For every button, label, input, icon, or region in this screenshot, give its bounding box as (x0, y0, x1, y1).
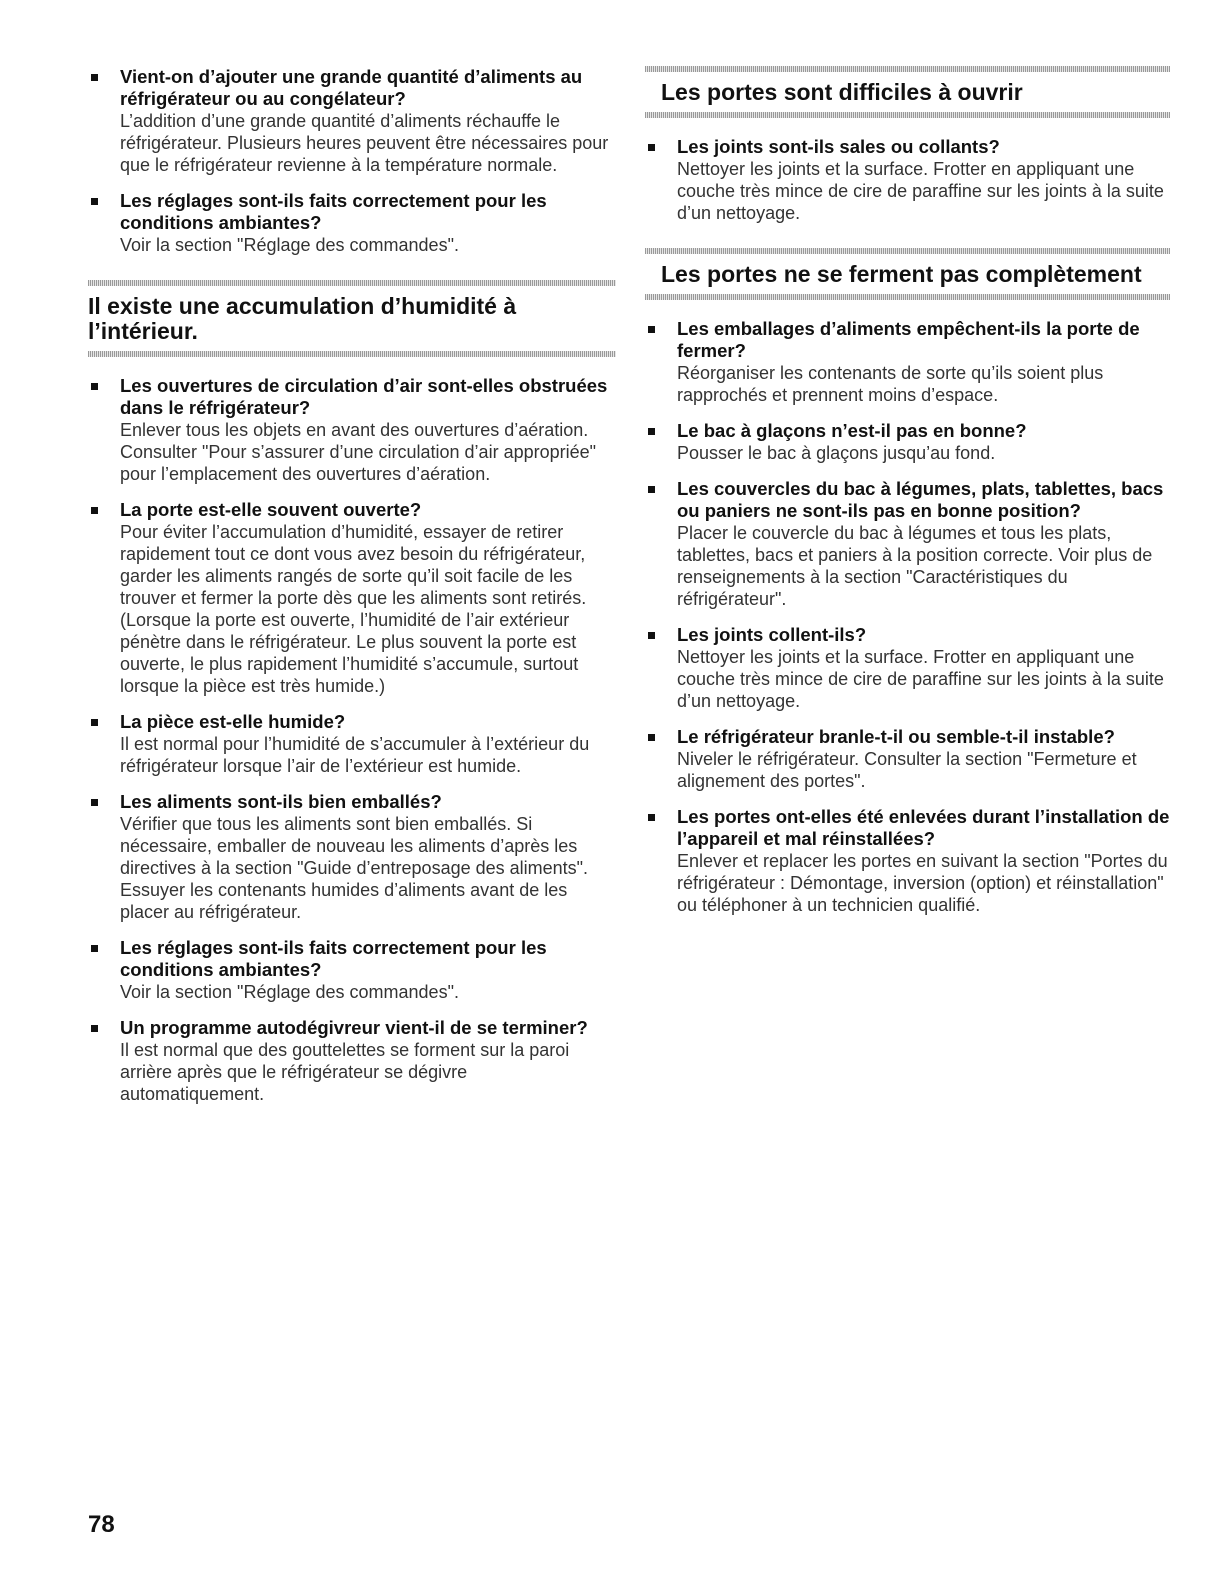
section-humidity-header (88, 280, 616, 357)
item-question: Un programme autodégivreur vient-il de se terminer? (120, 1017, 588, 1038)
bullet-icon (91, 719, 98, 726)
item-question: Le bac à glaçons n’est-il pas en bonne? (677, 420, 1027, 441)
item-answer: Enlever tous les objets en avant des ouvertures d’aération. Consulter "Pour s’assurer d’une circulation d’air appropriée" pour l’emplacement des ouvertures d’aération. (120, 420, 597, 484)
bullet-icon (648, 486, 655, 493)
item-question: Les réglages sont-ils faits correctement pour les conditions ambiantes? (120, 190, 547, 233)
section-title: Il existe une accumulation d’humidité à l’intérieur. (88, 293, 517, 344)
item-question: Les aliments sont-ils bien emballés? (120, 791, 442, 812)
list-item (645, 420, 1170, 464)
item-question: Les joints collent-ils? (677, 624, 867, 645)
list-item (88, 66, 616, 176)
right-column (645, 66, 1170, 930)
bullet-icon (91, 1025, 98, 1032)
item-answer: Nettoyer les joints et la surface. Frotter en appliquant une couche très mince de cire de paraffine sur les joints à la suite d’un nettoyage. (677, 159, 1164, 223)
item-answer: Pour éviter l’accumulation d’humidité, essayer de retirer rapidement tout ce dont vous avez besoin du réfrigérateur, garder les aliments rangés de sorte qu’il soit facile de les trouver et fermer la porte dès que les aliments sont retirés. (Lorsque la porte est ouverte, l’humidité de l’air extérieur pénètre dans le réfrigérateur. Le plus souvent la porte est ouverte, le plus rapidement l’humidité s’accumule, surtout lorsque la pièce est très humide.) (120, 522, 587, 696)
bullet-icon (648, 734, 655, 741)
item-question: Les réglages sont-ils faits correctement pour les conditions ambiantes? (120, 937, 547, 980)
item-question: Les joints sont-ils sales ou collants? (677, 136, 1000, 157)
bullet-icon (91, 74, 98, 81)
list-item (88, 375, 616, 485)
bullet-icon (91, 198, 98, 205)
bullet-icon (91, 507, 98, 514)
section-title: Les portes sont difficiles à ouvrir (661, 79, 1023, 105)
list-item (88, 190, 616, 256)
item-question: Vient-on d’ajouter une grande quantité d’aliments au réfrigérateur ou au congélateur? (120, 66, 583, 109)
bullet-icon (91, 383, 98, 390)
item-answer: Vérifier que tous les aliments sont bien emballés. Si nécessaire, emballer de nouveau les aliments d’après les directives à la section "Guide d’entreposage des aliments". Essuyer les contenants humides d’aliments avant de les placer au réfrigérateur. (120, 814, 589, 922)
bullet-icon (91, 799, 98, 806)
bullet-icon (91, 945, 98, 952)
list-item (645, 806, 1170, 916)
section-title: Les portes ne se ferment pas complètement (661, 261, 1142, 287)
item-answer: L’addition d’une grande quantité d’aliments réchauffe le réfrigérateur. Plusieurs heures peuvent être nécessaires pour que le réfrigérateur revienne à la température normale. (120, 111, 609, 175)
section-divider (88, 351, 616, 357)
list-item (645, 726, 1170, 792)
item-question: La porte est-elle souvent ouverte? (120, 499, 422, 520)
list-item (645, 478, 1170, 610)
item-answer: Il est normal pour l’humidité de s’accumuler à l’extérieur du réfrigérateur lorsque l’air de l’extérieur est humide. (120, 734, 590, 776)
list-item (88, 711, 616, 777)
item-answer: Pousser le bac à glaçons jusqu’au fond. (677, 443, 996, 463)
page-number: 78 (88, 1511, 115, 1538)
item-answer: Voir la section "Réglage des commandes". (120, 982, 459, 1002)
item-question: Les couvercles du bac à légumes, plats, tablettes, bacs ou paniers ne sont-ils pas en bonne position? (677, 478, 1164, 521)
item-question: Les portes ont-elles été enlevées durant l’installation de l’appareil et mal réinstallées? (677, 806, 1170, 849)
section-divider (645, 294, 1170, 300)
list-item (88, 1017, 616, 1105)
item-answer: Il est normal que des gouttelettes se forment sur la paroi arrière après que le réfrigérateur se dégivre automatiquement. (120, 1040, 570, 1104)
section-divider (645, 112, 1170, 118)
section-doors-open-header (645, 66, 1170, 118)
bullet-icon (648, 428, 655, 435)
item-question: La pièce est-elle humide? (120, 711, 346, 732)
item-answer: Voir la section "Réglage des commandes". (120, 235, 459, 255)
item-answer: Réorganiser les contenants de sorte qu’ils soient plus rapprochés et prennent moins d’espace. (677, 363, 1104, 405)
bullet-icon (648, 326, 655, 333)
list-item (88, 791, 616, 923)
item-answer: Placer le couvercle du bac à légumes et tous les plats, tablettes, bacs et paniers à la position correcte. Voir plus de renseignements à la section "Caractéristiques du réfrigérateur". (677, 523, 1153, 609)
list-item (645, 318, 1170, 406)
list-item (645, 136, 1170, 224)
section-doors-close-header (645, 248, 1170, 300)
item-answer: Niveler le réfrigérateur. Consulter la section "Fermeture et alignement des portes". (677, 749, 1137, 791)
left-column (88, 66, 616, 1119)
bullet-icon (648, 814, 655, 821)
list-item (88, 937, 616, 1003)
item-answer: Enlever et replacer les portes en suivant la section "Portes du réfrigérateur : Démontage, inversion (option) et réinstallation" ou téléphoner à un technicien qualifié. (677, 851, 1168, 915)
item-answer: Nettoyer les joints et la surface. Frotter en appliquant une couche très mince de cire de paraffine sur les joints à la suite d’un nettoyage. (677, 647, 1164, 711)
item-question: Les emballages d’aliments empêchent-ils la porte de fermer? (677, 318, 1140, 361)
list-item (645, 624, 1170, 712)
bullet-icon (648, 144, 655, 151)
bullet-icon (648, 632, 655, 639)
item-question: Les ouvertures de circulation d’air sont-elles obstruées dans le réfrigérateur? (120, 375, 608, 418)
item-question: Le réfrigérateur branle-t-il ou semble-t-il instable? (677, 726, 1115, 747)
list-item (88, 499, 616, 697)
